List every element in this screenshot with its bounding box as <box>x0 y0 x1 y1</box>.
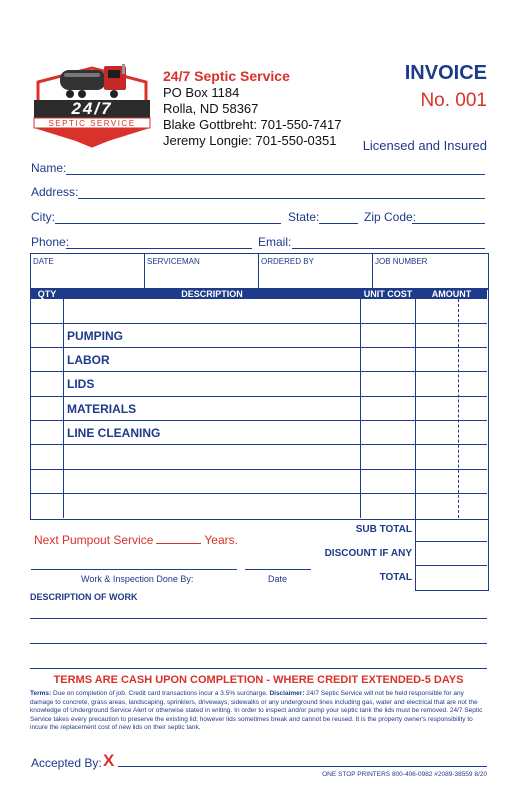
phone-label: Phone: <box>31 235 70 249</box>
ordered-by-cell-label: ORDERED BY <box>261 257 314 266</box>
invoice-title: INVOICE <box>404 62 487 84</box>
next-pumpout <box>34 533 238 547</box>
table-row <box>31 371 487 372</box>
zip-label: Zip Code: <box>364 210 417 224</box>
item-materials: MATERIALS <box>67 402 137 416</box>
licensed-insured: Licensed and Insured <box>362 138 487 153</box>
signature-date-field[interactable] <box>245 569 311 570</box>
divider <box>372 254 373 289</box>
invoice-number: No. 001 <box>420 90 487 111</box>
description-line[interactable] <box>30 618 487 619</box>
column-line <box>63 299 64 518</box>
terms-paragraph <box>30 690 487 733</box>
table-row <box>31 420 487 421</box>
city-field[interactable] <box>55 223 281 224</box>
description-of-work-label: DESCRIPTION OF WORK <box>30 592 138 602</box>
state-label: State: <box>288 210 320 224</box>
next-pumpout-suffix: Years. <box>204 533 238 547</box>
company-contact-blake: Blake Gottbreht: 701-550-7417 <box>163 117 342 132</box>
item-pumping: PUMPING <box>67 329 124 343</box>
description-line[interactable] <box>30 668 487 669</box>
terms-heading: TERMS ARE CASH UPON COMPLETION - WHERE CREDIT EXTENDED-5 DAYS <box>53 674 464 686</box>
accepted-by-label: Accepted By: <box>31 756 102 770</box>
logo-subtext: SEPTIC SERVICE <box>48 119 136 128</box>
address-label: Address: <box>31 185 79 199</box>
total-label: TOTAL <box>379 572 412 583</box>
signature-date-label: Date <box>268 574 288 584</box>
description-header: DESCRIPTION <box>181 289 243 299</box>
city-label: City: <box>31 210 55 224</box>
company-logo <box>30 64 154 148</box>
disclaimer-text: 24/7 Septic Service will not be held responsible for any damage to concrete, grass areas, landscaping, sprinklers, driveways, sidewalks or any underground lines including gas, water and electrical that are not the knowledge of Underground Service Alert or otherwise stated in writing. In order to inspect and/or pump your septic tank the lids must be removed. 24/7 Septic Service takes every precaution to preserve the existing lid; however lids sometimes break and cannot be reused. It is the property owner's responsibility to incure the replacement cost of new lids on their septic tank. <box>30 690 483 732</box>
totals-box <box>415 518 489 591</box>
email-field[interactable] <box>292 248 485 249</box>
pumpout-years-field[interactable] <box>156 543 201 544</box>
logo-text: 24/7 <box>71 99 113 118</box>
next-pumpout-prefix: Next Pumpout Service <box>34 533 154 547</box>
company-address-line1: PO Box 1184 <box>163 85 240 100</box>
name-field[interactable] <box>66 174 485 175</box>
accepted-by-signature-field[interactable] <box>118 766 487 767</box>
company-address-line2: Rolla, ND 58367 <box>163 101 259 116</box>
item-labor: LABOR <box>67 353 110 367</box>
description-line[interactable] <box>30 643 487 644</box>
item-line-cleaning: LINE CLEANING <box>67 426 161 440</box>
totals-divider <box>416 565 487 566</box>
cents-dashed-line <box>458 299 459 518</box>
discount-label: DISCOUNT IF ANY <box>324 548 412 559</box>
serviceman-cell-label: SERVICEMAN <box>147 257 200 266</box>
phone-field[interactable] <box>66 248 252 249</box>
terms-label: Terms: <box>30 690 52 697</box>
totals-divider <box>416 541 487 542</box>
zip-field[interactable] <box>412 223 485 224</box>
work-done-by-field[interactable] <box>31 569 237 570</box>
table-row <box>31 396 487 397</box>
column-line <box>360 299 361 518</box>
table-row <box>31 323 487 324</box>
email-label: Email: <box>258 235 292 249</box>
column-line <box>415 299 416 518</box>
unit-cost-header: UNIT COST <box>363 289 413 299</box>
state-field[interactable] <box>319 223 358 224</box>
table-row <box>31 444 487 445</box>
accepted-by-x-mark: X <box>103 751 115 770</box>
divider <box>258 254 259 289</box>
terms-text: Due on completion of job. Credit card transactions incur a 3.5% surcharge. <box>51 690 270 697</box>
table-row <box>31 493 487 494</box>
printer-credit: ONE STOP PRINTERS 800-406-0982 #2089-38559 8/20 <box>322 771 487 778</box>
item-lids: LIDS <box>67 377 95 391</box>
company-name: 24/7 Septic Service <box>163 68 290 84</box>
table-row <box>31 469 487 470</box>
company-contact-jeremy: Jeremy Longie: 701-550-0351 <box>163 133 337 148</box>
disclaimer-label: Disclaimer: <box>269 690 305 697</box>
job-number-cell-label: JOB NUMBER <box>375 257 428 266</box>
amount-header: AMOUNT <box>431 289 472 299</box>
address-field[interactable] <box>78 198 485 199</box>
qty-header: QTY <box>37 289 57 299</box>
sub-total-label: SUB TOTAL <box>355 524 412 535</box>
date-cell-label: DATE <box>33 257 54 266</box>
work-done-by-label: Work & Inspection Done By: <box>81 574 194 584</box>
table-row <box>31 347 487 348</box>
divider <box>144 254 145 289</box>
name-label: Name: <box>31 161 67 175</box>
